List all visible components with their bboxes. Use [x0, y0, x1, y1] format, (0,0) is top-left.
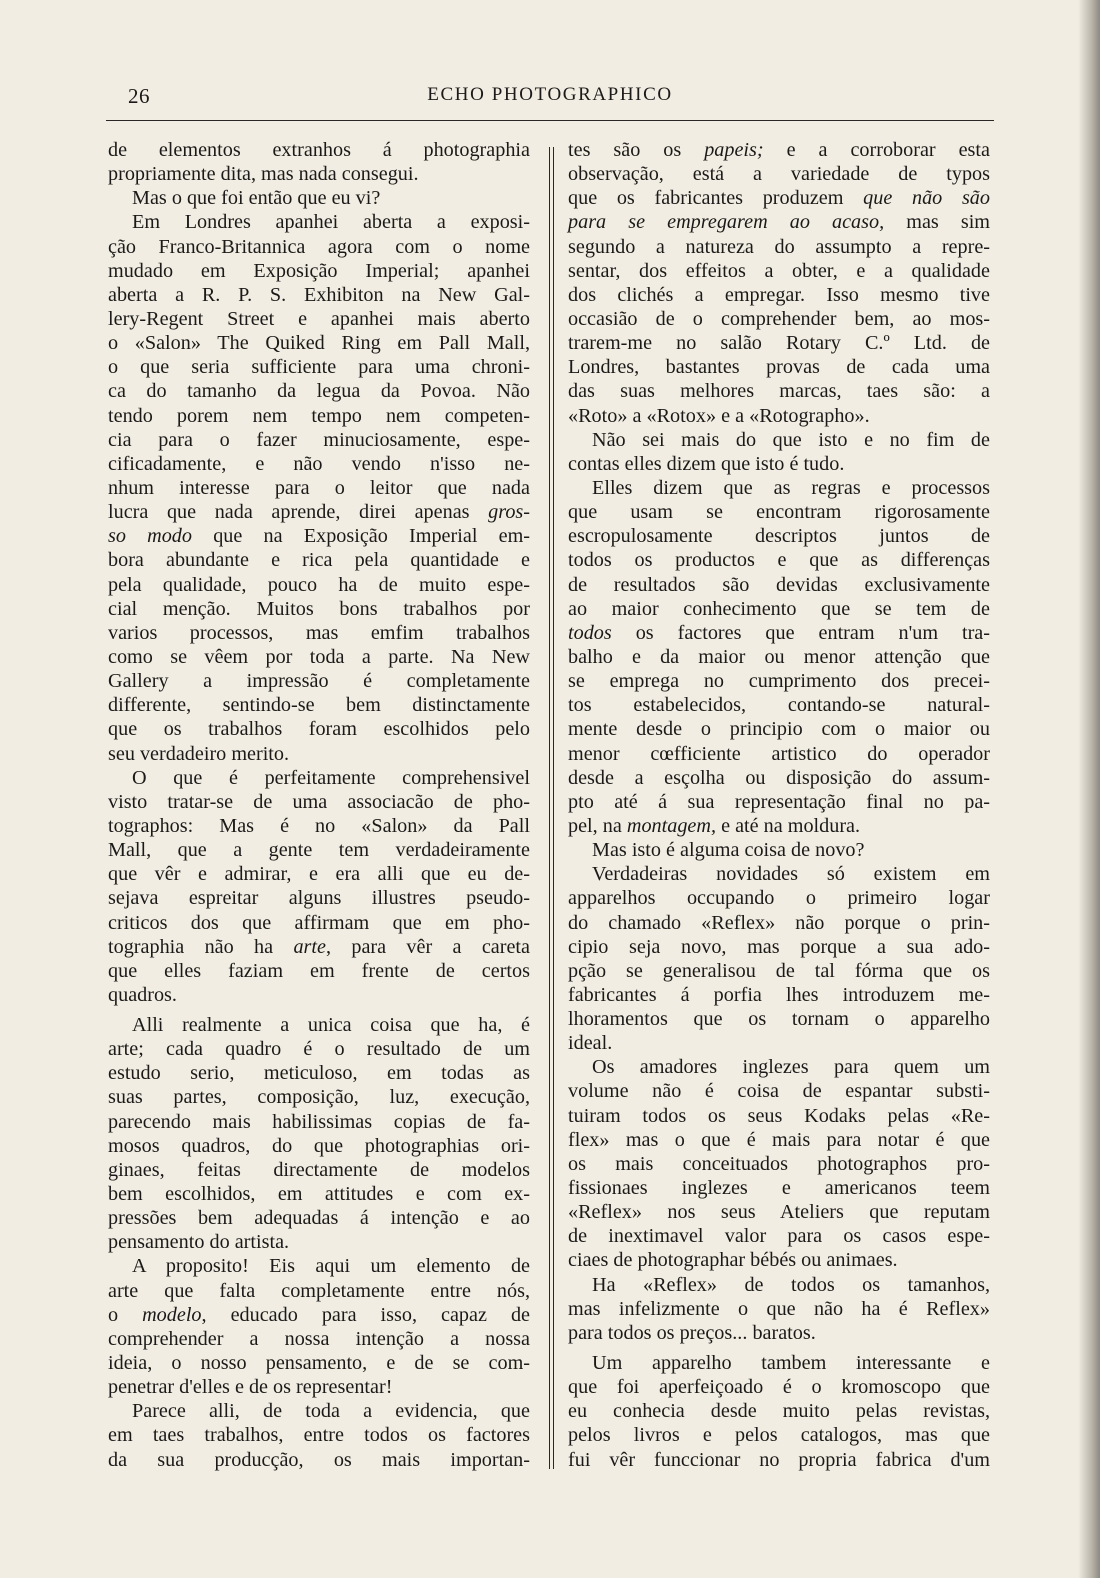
text-line: observação, está a variedade de typos: [568, 163, 990, 186]
text-line: flex» mas o que é mais para notar é que: [568, 1128, 990, 1151]
text-line: para todos os preços... baratos.: [568, 1321, 816, 1344]
text-line: cificadamente, e não vendo n'isso ne-: [108, 452, 530, 475]
text-line: penetrar d'elles e de os representar!: [108, 1376, 393, 1399]
text-line: trarem-me no salão Rotary C.º Ltd. de: [568, 332, 990, 355]
text-line: o que seria sufficiente para uma chroni-: [108, 356, 530, 379]
column-divider: [549, 147, 550, 1469]
text-line: Ha «Reflex» de todos os tamanhos,: [592, 1273, 990, 1296]
right-column: [568, 138, 990, 1472]
text-line: de resultados são devidas exclusivamente: [568, 573, 990, 596]
text-line: tographia não ha arte, para vêr a careta: [108, 935, 530, 958]
text-line: nhum interesse para o leitor que nada: [108, 476, 530, 499]
text-line: sejava espreitar alguns illustres pseudo-: [108, 887, 530, 910]
text-line: visto tratar-se de uma associacão de pho-: [108, 790, 530, 813]
header-rule: [106, 120, 994, 121]
paragraph: [108, 138, 530, 186]
paragraph: [108, 186, 530, 210]
text-line: aberta a R. P. S. Exhibiton na New Gal-: [108, 283, 530, 306]
text-line: estudo serio, meticuloso, em todas as: [108, 1062, 530, 1085]
text-line: pressões bem adequadas á intenção e ao: [108, 1207, 530, 1230]
text-line: mudado em Exposição Imperial; apanhei: [108, 259, 530, 282]
paragraph: [568, 1273, 990, 1345]
paragraph: [568, 428, 990, 476]
text-line: todos os productos e que as differenças: [568, 549, 990, 572]
paragraph: [568, 838, 990, 862]
left-column: [108, 138, 530, 1472]
text-line: criticos dos que affirmam que em pho-: [108, 911, 530, 934]
text-line: mas infelizmente o que não ha é Reflex»: [568, 1297, 990, 1320]
text-line: tos estabelecidos, contando-se natural-: [568, 694, 990, 717]
text-line: Não sei mais do que isto e no fim de: [592, 428, 990, 451]
text-line: arte que falta completamente entre nós,: [108, 1279, 530, 1302]
text-line: seu verdadeiro merito.: [108, 742, 290, 765]
text-line: em taes trabalhos, entre todos os factores: [108, 1424, 530, 1447]
text-line: Londres, bastantes provas de cada uma: [568, 356, 990, 379]
text-line: que vêr e admirar, e era alli que eu de-: [108, 863, 530, 886]
text-line: suas partes, composição, luz, execução,: [108, 1086, 530, 1109]
text-line: ao maior conhecimento que se tem de: [568, 597, 990, 620]
paragraph: [108, 1013, 530, 1254]
text-line: pensamento do artista.: [108, 1231, 290, 1254]
text-line: segundo a natureza do assumpto a repre-: [568, 235, 990, 258]
text-line: A proposito! Eis aqui um elemento de: [132, 1255, 530, 1278]
text-line: ca do tamanho da legua da Povoa. Não: [108, 380, 530, 403]
paragraph: [108, 766, 530, 1007]
text-line: ideal.: [568, 1032, 613, 1055]
text-line: pção se generalisou de tal fórma que os: [568, 959, 990, 982]
text-line: o modelo, educado para isso, capaz de: [108, 1303, 530, 1326]
text-line: Gallery a impressão é completamente: [108, 670, 530, 693]
text-line: do chamado «Reflex» não porque o prin-: [568, 911, 990, 934]
text-line: de elementos extranhos á photographia: [108, 139, 530, 161]
text-line: lhoramentos que os tornam o apparelho: [568, 1008, 990, 1031]
text-line: Parece alli, de toda a evidencia, que: [132, 1400, 530, 1423]
text-line: fui vêr funccionar no propria fabrica d'um: [568, 1448, 990, 1471]
text-line: Um apparelho tambem interessante e: [592, 1352, 990, 1375]
text-line: cia para o fazer minuciosamente, espe-: [108, 428, 530, 451]
text-line: pelos livros e pelos catalogos, mas que: [568, 1424, 990, 1447]
text-line: Alli realmente a unica coisa que ha, é: [132, 1014, 530, 1037]
text-line: Em Londres apanhei aberta a exposi-: [132, 211, 530, 234]
text-line: occasião de o comprehender bem, ao mos-: [568, 307, 990, 330]
text-line: cial menção. Muitos bons trabalhos por: [108, 597, 530, 620]
text-line: desde a esçolha ou disposição do assum-: [568, 766, 990, 789]
text-line: quadros.: [108, 983, 177, 1006]
text-line: da sua producção, os mais importan-: [108, 1448, 530, 1471]
text-line: mente desde o principio com o maior ou: [568, 718, 990, 741]
text-line: que usam se encontram rigorosamente: [568, 501, 990, 524]
text-line: para se empregarem ao acaso, mas sim: [568, 211, 991, 234]
text-line: fabricantes á porfia lhes introduzem me-: [568, 983, 990, 1006]
text-line: de inextimavel valor para os casos espe-: [568, 1225, 990, 1248]
text-line: eu conhecia desde muito pelas revistas,: [568, 1400, 990, 1423]
text-line: tendo porem nem tempo nem competen-: [108, 404, 530, 427]
text-line: pela qualidade, pouco ha de muito espe-: [108, 573, 530, 596]
text-line: todos os factores que entram n'um tra-: [568, 621, 990, 644]
text-line: pto até á sua representação final no pa-: [568, 790, 990, 813]
paragraph: [108, 210, 530, 765]
text-line: contas elles dizem que isto é tudo.: [568, 452, 845, 475]
text-line: «Reflex» nos seus Ateliers que reputam: [568, 1201, 990, 1224]
text-line: ciaes de photographar bébés ou animaes.: [568, 1249, 898, 1272]
text-line: differente, sentindo-se bem distinctamente: [108, 694, 530, 717]
text-line: que os fabricantes produzem que não são: [568, 187, 990, 210]
text-line: tuiram todos os seus Kodaks pelas «Re-: [568, 1104, 990, 1127]
text-line: o «Salon» The Quiked Ring em Pall Mall,: [108, 332, 530, 355]
page-number: 26: [128, 84, 150, 108]
text-line: cipio seja novo, mas porque a sua ado-: [568, 935, 990, 958]
column-divider: [553, 147, 554, 1469]
text-line: Mall, que a gente tem verdadeiramente: [108, 839, 530, 862]
paragraph: [568, 862, 990, 1055]
text-line: escropulosamente descriptos juntos de: [568, 525, 990, 548]
running-head: ECHO PHOTOGRAPHICO: [427, 84, 673, 105]
text-line: comprehender a nossa intenção a nossa: [108, 1327, 530, 1350]
text-line: ideia, o nosso pensamento, e de se com-: [108, 1352, 530, 1375]
text-line: O que é perfeitamente comprehensivel: [132, 766, 530, 789]
text-line: arte; cada quadro é o resultado de um: [108, 1038, 530, 1061]
text-line: ção Franco-Britannica agora com o nome: [108, 235, 530, 258]
text-line: «Roto» a «Rotox» e a «Rotographo».: [568, 404, 870, 427]
text-line: sentar, dos effeitos a obter, e a qualidade: [568, 259, 990, 282]
paragraph: [108, 1254, 530, 1399]
page-edge-shadow: [1078, 0, 1100, 1578]
text-line: lucra que nada aprende, direi apenas gros-: [108, 501, 530, 524]
text-line: tes são os papeis; e a corroborar esta: [568, 139, 990, 161]
text-line: apparelhos occupando o primeiro logar: [568, 887, 990, 910]
text-line: bem escolhidos, em attitudes e com ex-: [108, 1183, 530, 1206]
text-line: tographos: Mas é no «Salon» da Pall: [108, 814, 530, 837]
text-line: bora abundante e rica pela quantidade e: [108, 549, 530, 572]
paragraph: [568, 1055, 990, 1272]
text-line: Os amadores inglezes para quem um: [592, 1056, 990, 1079]
paragraph: [568, 1351, 990, 1472]
text-line: so modo que na Exposição Imperial em-: [108, 525, 530, 548]
text-line: que foi aperfeiçoado é o kromoscopo que: [568, 1376, 990, 1399]
text-line: como se vêem por toda a parte. Na New: [108, 645, 530, 668]
text-line: Mas isto é alguma coisa de novo?: [592, 839, 865, 862]
text-line: propriamente dita, mas nada consegui.: [108, 163, 419, 186]
text-line: menor cœfficiente artistico do operador: [568, 742, 990, 765]
text-line: varios processos, mas emfim trabalhos: [108, 621, 530, 644]
text-line: das suas melhores marcas, taes são: a: [568, 380, 990, 403]
paragraph: [568, 476, 990, 838]
text-line: volume não é coisa de espantar substi-: [568, 1080, 990, 1103]
text-line: dos clichés a empregar. Isso mesmo tive: [568, 283, 990, 306]
text-line: os mais conceituados photographos pro-: [568, 1152, 990, 1175]
text-line: pel, na montagem, e até na moldura.: [568, 814, 861, 837]
text-line: Elles dizem que as regras e processos: [592, 476, 990, 499]
text-line: Verdadeiras novidades só existem em: [592, 863, 990, 886]
text-line: balho e da maior ou menor attenção que: [568, 645, 990, 668]
text-line: ginaes, feitas directamente de modelos: [108, 1158, 530, 1181]
text-line: que elles faziam em frente de certos: [108, 959, 530, 982]
text-line: mosos quadros, do que photographias ori-: [108, 1134, 530, 1157]
text-line: que os trabalhos foram escolhidos pelo: [108, 718, 530, 741]
text-line: lery-Regent Street e apanhei mais aberto: [108, 307, 530, 330]
text-line: fissionaes inglezes e americanos teem: [568, 1177, 990, 1200]
text-line: Mas o que foi então que eu vi?: [132, 187, 381, 210]
paragraph: [108, 1399, 530, 1471]
paragraph: [568, 138, 990, 428]
text-line: parecendo mais habilissimas copias de fa-: [108, 1110, 530, 1133]
text-line: se emprega no cumprimento dos precei-: [568, 670, 990, 693]
